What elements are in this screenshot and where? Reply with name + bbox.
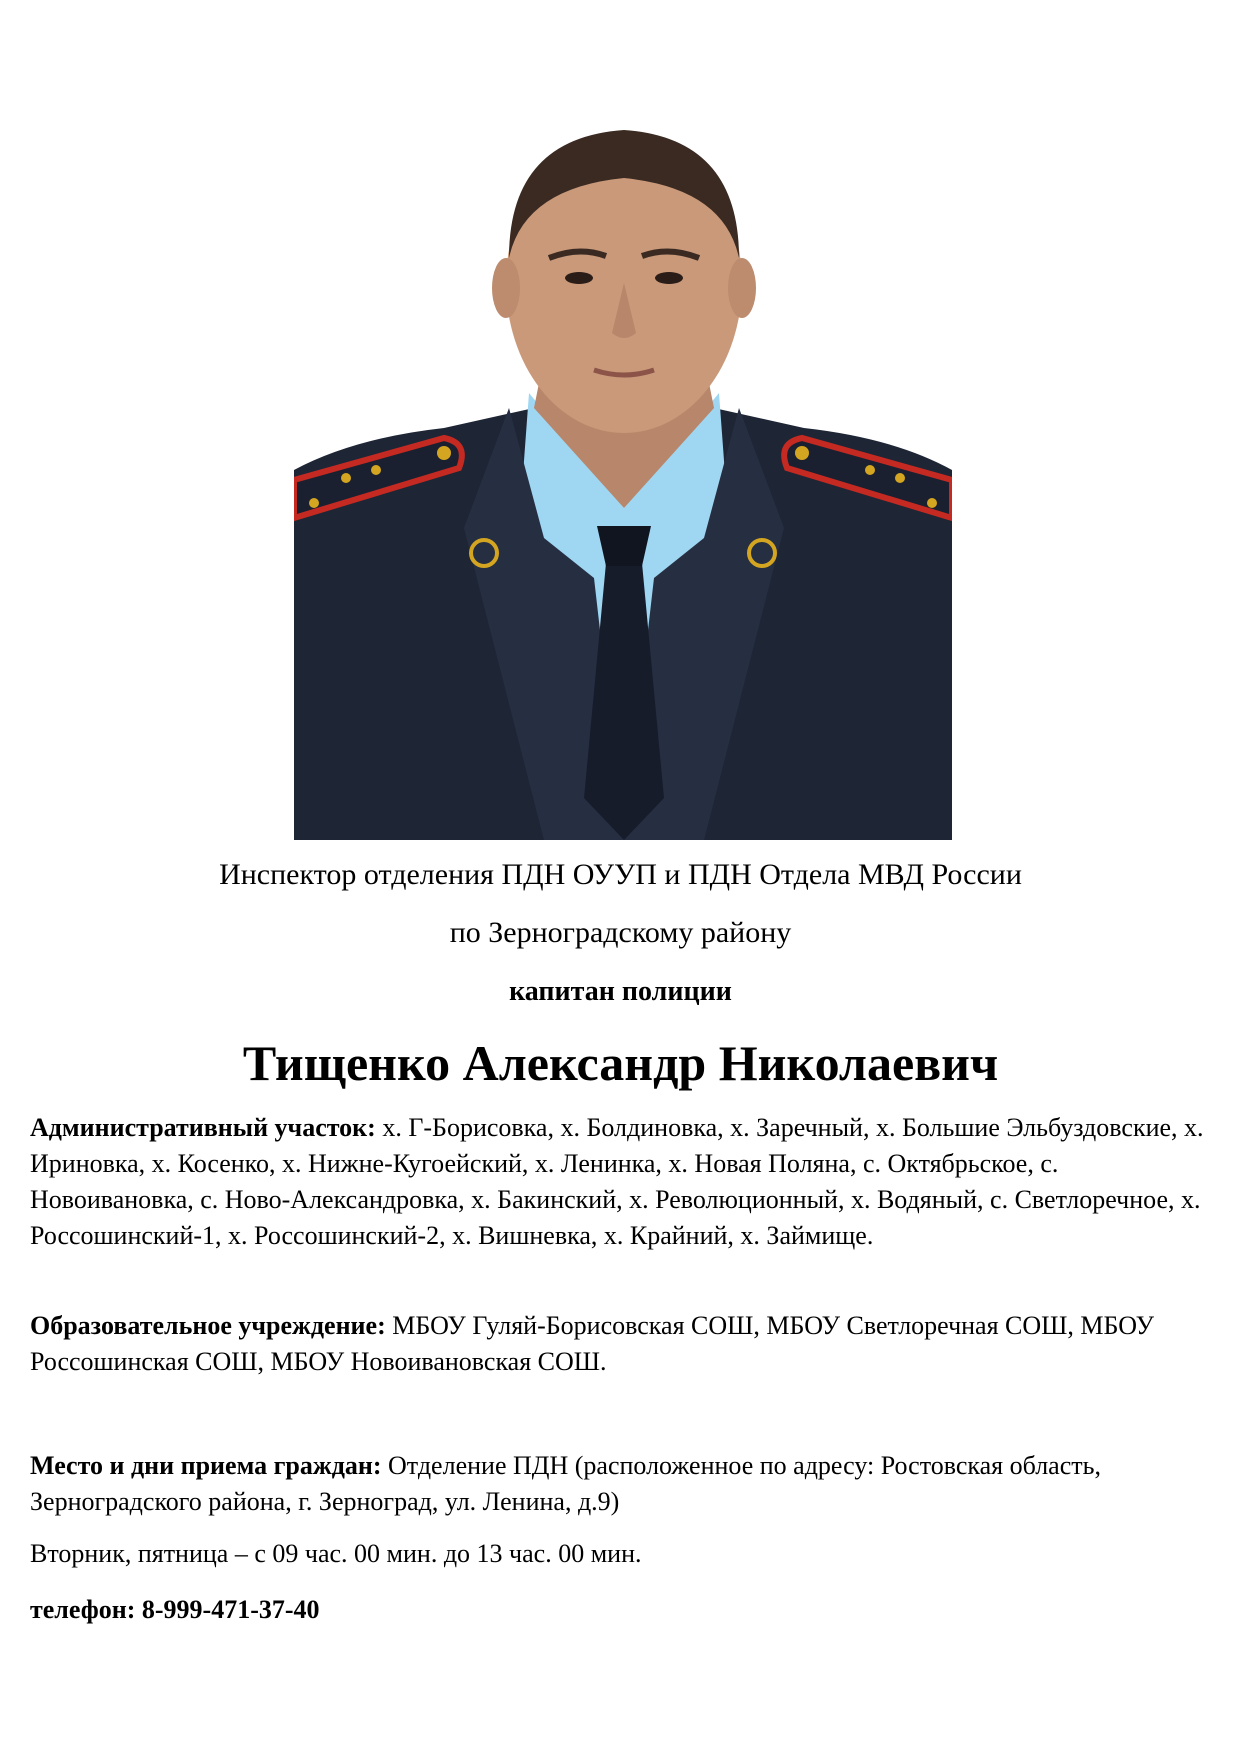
phone-paragraph	[30, 1592, 1215, 1628]
officer-portrait-image	[294, 108, 952, 840]
position-title-line2: по Зерноградскому району	[449, 916, 792, 949]
phone-number: 8-999-471-37-40	[141, 1595, 320, 1624]
admin-area-label: Административный участок:	[30, 1113, 376, 1142]
reception-text: Отделение ПДН (расположенное по адресу: Ростовская область, Зерноградского района, г. Зерноград, ул. Ленина, д.9)	[30, 1451, 1101, 1516]
rank-label: капитан полиции	[509, 976, 732, 1007]
officer-photo	[294, 108, 952, 840]
school-label: Образовательное учреждение:	[30, 1311, 386, 1340]
position-title-line1: Инспектор отделения ПДН ОУУП и ПДН Отдела МВД России	[219, 858, 1022, 891]
officer-full-name: Тищенко Александр Николаевич	[242, 1035, 999, 1091]
reception-paragraph	[30, 1448, 1215, 1520]
admin-area-text: х. Г-Борисовка, х. Болдиновка, х. Заречный, х. Большие Эльбуздовские, х. Ириновка, х. Косенко, х. Нижне-Кугоейский, х. Ленинка, х. Новая Поляна, с. Октябрьское, с. Новоивановка, с. Ново-Александровка, х. Бакинский, х. Революционный, х. Водяный, с. Светлоречное, х. Россошинский-1, х. Россошинский-2, х. Вишневка, х. Крайний, х. Займище.	[30, 1113, 1204, 1250]
phone-label: телефон:	[30, 1595, 142, 1624]
school-text: МБОУ Гуляй-Борисовская СОШ, МБОУ Светлоречная СОШ, МБОУ Россошинская СОШ, МБОУ Новоивановская СОШ.	[30, 1311, 1154, 1376]
reception-label: Место и дни приема граждан:	[30, 1451, 382, 1480]
school-paragraph	[30, 1308, 1215, 1380]
admin-area-paragraph	[30, 1110, 1215, 1254]
reception-hours: Вторник, пятница – с 09 час. 00 мин. до 13 час. 00 мин.	[30, 1539, 642, 1568]
